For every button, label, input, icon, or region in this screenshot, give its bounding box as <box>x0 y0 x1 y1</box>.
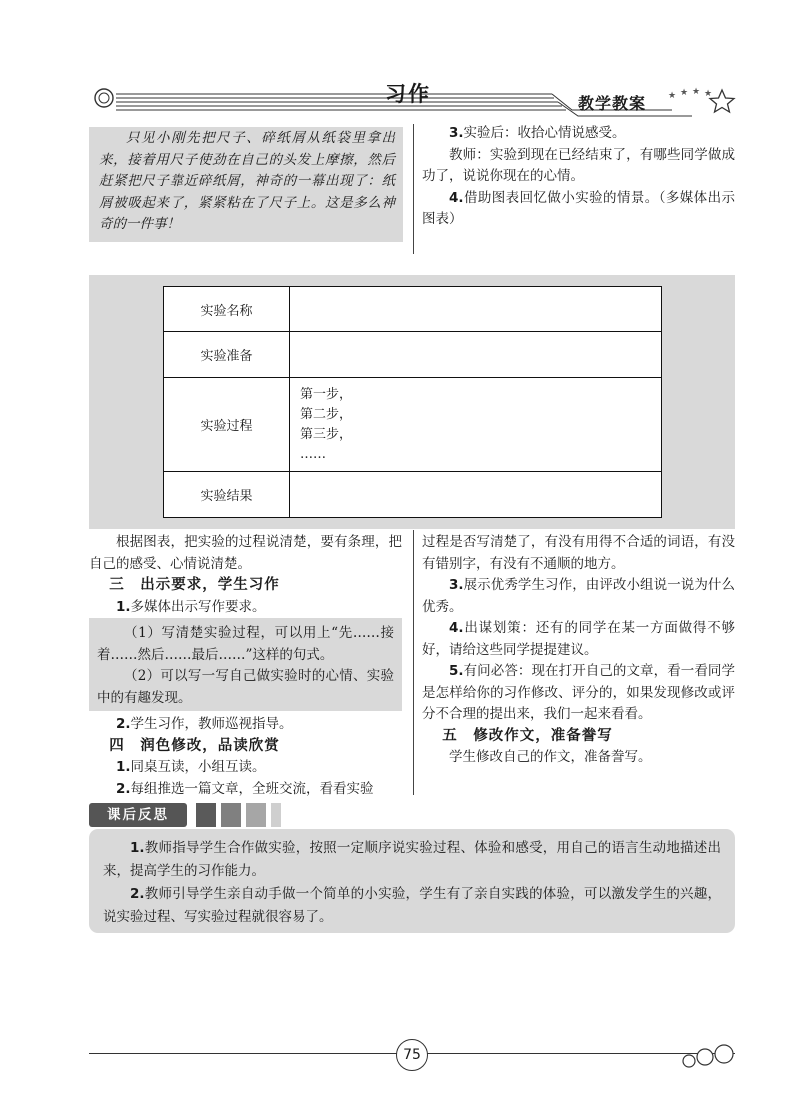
decor-square <box>196 803 216 827</box>
writing-requirements-box <box>89 618 402 711</box>
decor-square <box>271 803 281 827</box>
reflection-box <box>89 829 735 933</box>
story-excerpt-box: 只见小刚先把尺子、碎纸屑从纸袋里拿出来，接着用尺子使劲在自己的头发上摩擦，然后赶紧把尺子靠近碎纸屑，神奇的一幕出现了：纸屑被吸起来了，紧紧粘在了尺子上。这是多么神奇的一件事！ <box>89 127 403 242</box>
book-label: 教学教案 <box>578 94 647 113</box>
reflection-paragraph: 2.教师引导学生亲自动手做一个简单的小实验，学生有了亲自实践的体验，可以激发学生的兴趣，说实验过程、写实验过程就很容易了。 <box>103 886 721 925</box>
stars-icon <box>664 86 740 116</box>
section-heading-3: 三 出示要求，学生习作 <box>109 577 280 593</box>
paragraph: 1.同桌互读，小组互读。 <box>116 759 266 775</box>
table-cell-label: 实验结果 <box>164 472 290 518</box>
table-cell-label: 实验过程 <box>164 378 290 472</box>
paragraph: 5.有问必答：现在打开自己的文章，看一看同学是怎样给你的习作修改、评分的，如果发现修改或评分不合理的提出来，我们一起来看看。 <box>422 663 735 722</box>
requirement-item: （1）写清楚实验过程，可以用上“先……接着……然后……最后……”这样的句式。 <box>97 625 394 663</box>
section-heading-5: 五 修改作文，准备誊写 <box>442 727 613 744</box>
reflection-badge: 课后反思 <box>89 803 187 827</box>
paragraph: 1.多媒体出示写作要求。 <box>116 598 266 615</box>
paragraph: 3.展示优秀学生习作，由评改小组说一说为什么优秀。 <box>422 577 735 615</box>
paragraph: 2.每组推选一篇文章，全班交流，看看实验 <box>116 780 374 797</box>
step-line: 第一步， <box>300 386 353 402</box>
step-line: 第二步， <box>300 406 353 422</box>
svg-text:★: ★ <box>692 87 701 97</box>
paragraph: 2.学生习作，教师巡视指导。 <box>116 716 293 732</box>
table-row <box>164 472 662 518</box>
svg-text:★: ★ <box>704 89 713 99</box>
paragraph: 过程是否写清楚了，有没有用得不合适的词语，有没有错别字，有没有不通顺的地方。 <box>422 534 735 572</box>
right-top-text <box>422 123 735 231</box>
table-cell-value <box>290 332 662 378</box>
svg-text:★: ★ <box>668 91 677 101</box>
decor-square <box>246 803 266 827</box>
right-column <box>422 532 735 769</box>
paragraph: 根据图表，把实验的过程说清楚，要有条理，把自己的感受、心情说清楚。 <box>89 534 402 572</box>
paragraph: 4.借助图表回忆做小实验的情景。（多媒体出示图表） <box>422 189 735 227</box>
page-number: 75 <box>396 1039 428 1071</box>
bubbles-icon <box>680 1044 740 1070</box>
paragraph: 3.实验后：收拾心情说感受。 <box>449 125 626 141</box>
paragraph: 4.出谋划策：还有的同学在某一方面做得不够好，请给这些同学提提建议。 <box>422 620 735 658</box>
table-row <box>164 332 662 378</box>
paragraph: 教师：实验到现在已经结束了，有哪些同学做成功了，说说你现在的心情。 <box>422 146 735 184</box>
requirement-item: （2）可以写一写自己做实验时的心情、实验中的有趣发现。 <box>97 668 394 706</box>
column-divider-middle <box>413 530 414 795</box>
table-cell-value <box>290 378 662 472</box>
svg-text:★: ★ <box>680 88 689 98</box>
table-cell-label: 实验名称 <box>164 287 290 332</box>
table-row <box>164 287 662 332</box>
page-title: 习作 <box>385 82 431 106</box>
column-divider-top <box>413 124 414 254</box>
section-heading-4: 四 润色修改，品读欣赏 <box>109 737 280 754</box>
reflection-paragraph: 1.教师指导学生合作做实验，按照一定顺序说实验过程、体验和感受，用自己的语言生动地描述出来，提高学生的习作能力。 <box>103 840 721 879</box>
step-line: …… <box>300 446 326 462</box>
table-cell-value <box>290 472 662 518</box>
left-column-top <box>89 532 402 618</box>
table-cell-value <box>290 287 662 332</box>
table-cell-label: 实验准备 <box>164 332 290 378</box>
step-line: 第三步， <box>300 426 353 442</box>
left-column-bottom <box>89 714 402 800</box>
decor-square <box>221 803 241 827</box>
paragraph: 学生修改自己的作文，准备誊写。 <box>449 749 652 765</box>
table-row <box>164 378 662 472</box>
experiment-table <box>163 286 662 518</box>
